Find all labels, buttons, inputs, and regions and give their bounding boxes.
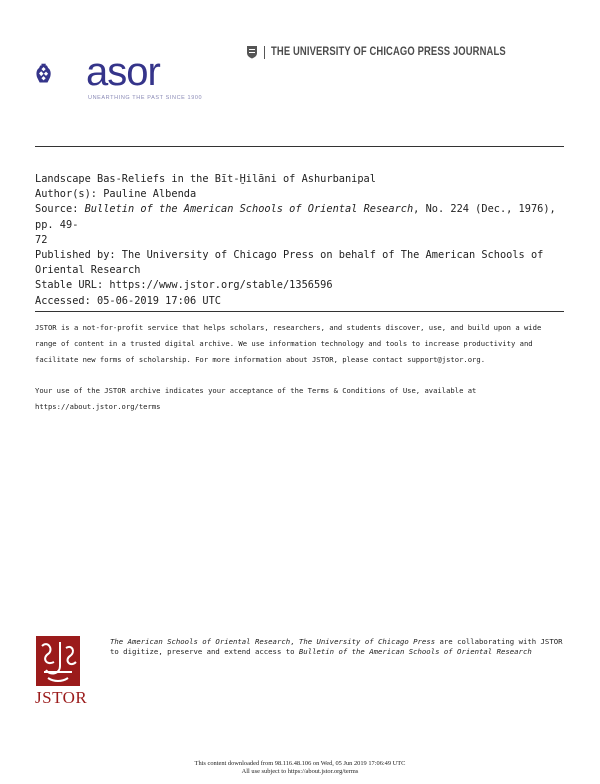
article-authors: Author(s): Pauline Albenda [35,188,197,201]
banner-divider [264,46,265,59]
stable-url[interactable]: Stable URL: https://www.jstor.org/stable/1356596 [35,279,333,292]
terms-paragraph: Your use of the JSTOR archive indicates your acceptance of the Terms & Conditions of Use, available at https://about.jstor.org/terms [35,386,477,412]
publisher-banner-text: THE UNIVERSITY OF CHICAGO PRESS JOURNALS [271,46,506,58]
notice-paragraph: JSTOR is a not-for-profit service that helps scholars, researchers, and students discover, use, and build upon a wide range of content in a trusted digital archive. We use information technology and tools to increase productivity and facilitate new forms of scholarship. For more information about JSTOR, please contact support@jstor.org. [35,323,542,364]
asor-logo-text: asor [86,50,160,94]
published-by: Published by: The University of Chicago Press on behalf of The American Schools of [35,249,544,262]
publisher-banner [246,45,557,59]
article-metadata [35,172,565,309]
asor-vase-icon [36,38,86,110]
collaboration-statement: The American Schools of Oriental Research, The University of Chicago Press are collaborating with JSTOR to digitize, preserve and extend access to Bulletin of the American Schools of Oriental Research [110,637,563,656]
header-rule [35,146,564,147]
article-source-cont: 72 [35,233,48,246]
article-title: Landscape Bas-Reliefs in the Bīt-Ḫilāni of Ashurbanipal [35,173,376,185]
asor-tagline: UNEARTHING THE PAST SINCE 1900 [88,95,203,101]
shield-icon [246,45,258,59]
jstor-logo-text: JSTOR [35,688,88,707]
jstor-logo-icon [36,636,80,686]
accessed-date: Accessed: 05-06-2019 17:06 UTC [35,294,221,307]
published-by-cont: Oriental Research [35,264,141,277]
source-journal: Bulletin of the American Schools of Oriental Research [84,203,414,216]
footer-download-line: This content downloaded from 98.116.48.106 on Wed, 05 Jun 2019 17:06:49 UTC [194,760,406,767]
footer-terms-line[interactable]: All use subject to https://about.jstor.org/terms [241,768,359,775]
article-source: Source: Bulletin of the American Schools of Oriental Research, No. 224 (Dec., 1976), pp. 49- [35,203,556,231]
jstor-notice [35,320,565,431]
metadata-rule [35,311,564,312]
download-footer [0,760,600,776]
